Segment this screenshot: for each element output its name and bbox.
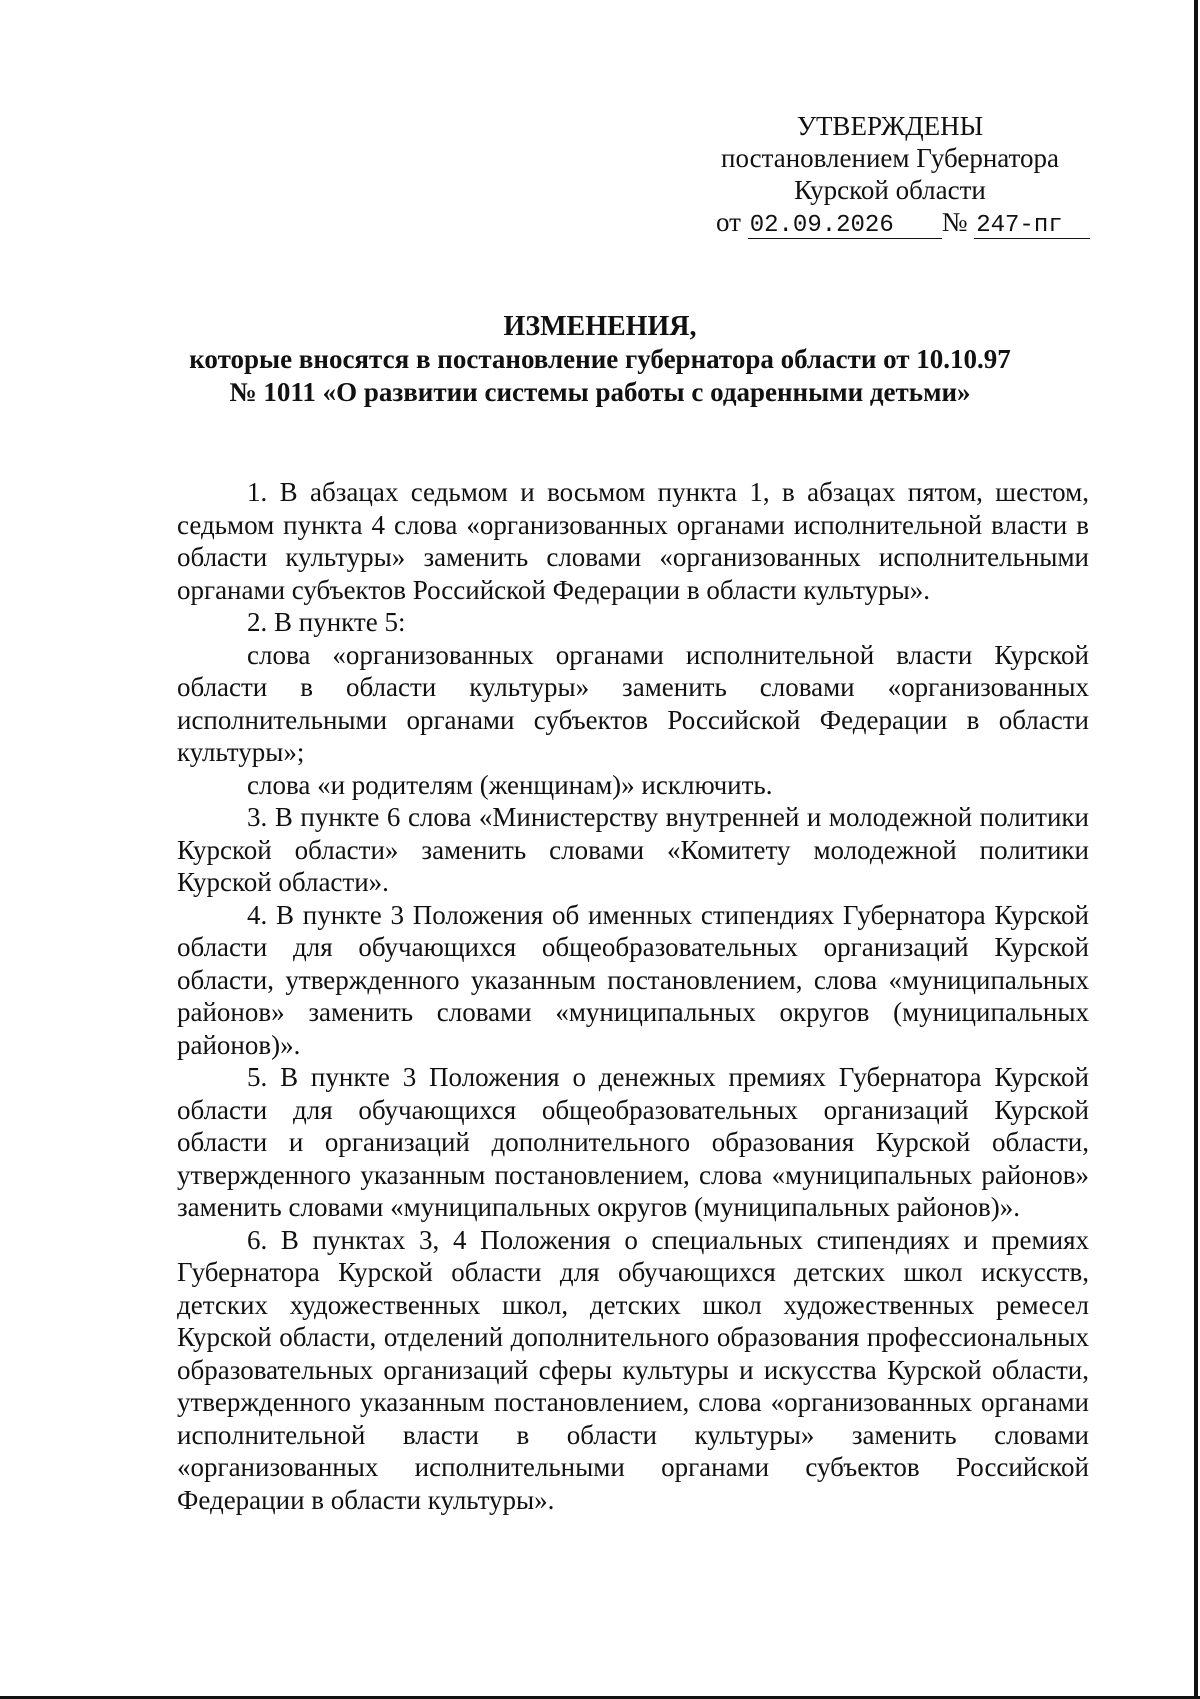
heading-subtitle-line-2: № 1011 «О развитии системы работы с одаренными детьми» — [229, 377, 971, 407]
paragraph: 6. В пунктах 3, 4 Положения о специальных стипендиях и премиях Губернатора Курской области для обучающихся детских школ искусств, детских художественных школ, детских школ художественных ремесел Курской области, отделений дополнительного образования профессиональных образовательных организаций сферы культуры и искусства Курской области, утвержденного указанным постановлением, слова «организованных органами исполнительной власти в области культуры» заменить словами «организованных исполнительными органами субъектов Российской Федерации в области культуры». — [177, 1224, 1089, 1515]
heading-subtitle-line-1: которые вносятся в постановление губернатора области от 10.10.97 — [189, 344, 1011, 374]
approval-date-line — [700, 206, 1080, 239]
approval-stamp — [700, 110, 1080, 239]
number-prefix: № — [941, 207, 968, 237]
date-prefix: от — [716, 207, 741, 237]
paragraph: слова «и родителям (женщинам)» исключить. — [247, 769, 773, 800]
decree-date: 02.09.2026 — [748, 214, 942, 239]
paragraph: 2. В пункте 5: — [247, 607, 406, 637]
document-heading — [150, 310, 1050, 409]
paragraph: 4. В пункте 3 Положения об именных стипендиях Губернатора Курской области для обучающихся общеобразовательных организаций Курской области, утвержденного указанным постановлением, слова «муниципальных районов» заменить словами «муниципальных округов (муниципальных районов)». — [177, 899, 1089, 1060]
document-body — [177, 476, 1089, 1516]
scan-border-right — [1194, 0, 1198, 1699]
approval-title: УТВЕРЖДЕНЫ — [796, 111, 984, 141]
paragraph: 3. В пункте 6 слова «Министерству внутренней и молодежной политики Курской области» заменить словами «Комитету молодежной политики Курской области». — [177, 802, 1089, 897]
approval-line-2: Курской области — [794, 175, 986, 205]
heading-title: ИЗМЕНЕНИЯ, — [503, 311, 697, 342]
decree-number: 247-пг — [974, 214, 1090, 239]
paragraph: 1. В абзацах седьмом и восьмом пункта 1, в абзацах пятом, шестом, седьмом пункта 4 слова «организованных органами исполнительной власти в области культуры» заменить словами «организованных исполнительными органами субъектов Российской Федерации в области культуры». — [177, 477, 1089, 605]
paragraph: 5. В пункте 3 Положения о денежных премиях Губернатора Курской области для обучающихся общеобразовательных организаций Курской области и организаций дополнительного образования Курской области, утвержденного указанным постановлением, слова «муниципальных районов» заменить словами «муниципальных округов (муниципальных районов)». — [177, 1062, 1089, 1222]
approval-line-1: постановлением Губернатора — [721, 143, 1059, 173]
paragraph: слова «организованных органами исполнительной власти Курской области в области культуры» заменить словами «организованных исполнительными органами субъектов Российской Федерации в области культуры»; — [177, 639, 1089, 767]
